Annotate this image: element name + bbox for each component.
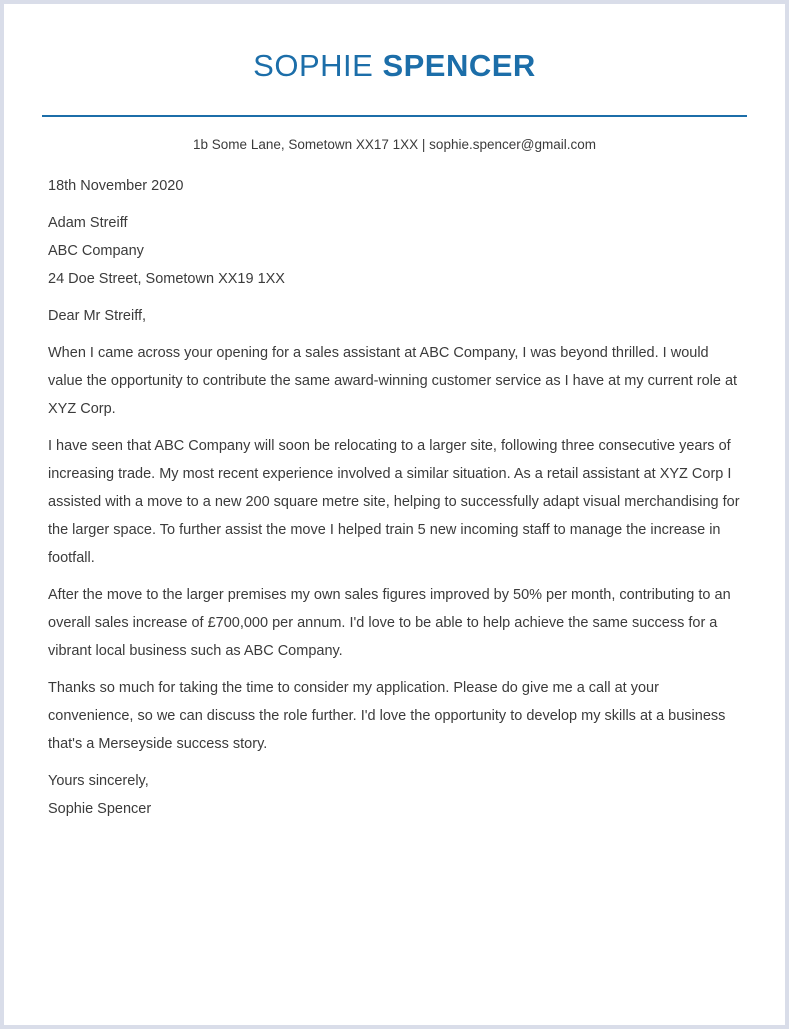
last-name: SPENCER <box>382 48 536 83</box>
recipient-address: 24 Doe Street, Sometown XX19 1XX <box>48 271 285 287</box>
signature-name: Sophie Spencer <box>48 801 152 817</box>
recipient-block <box>48 209 741 293</box>
body-paragraph-2: I have seen that ABC Company will soon be relocating to a larger site, following three consecutive years of increasing trade. My most recent experience involved a similar situation. As a retail assistant at XYZ Corp I assisted with a move to a new 200 square metre site, helping to successfully adapt visual merchandising for the larger space. To further assist the move I helped train 5 new incoming staff to manage the increase in footfall. <box>48 438 740 566</box>
date-block <box>48 172 741 200</box>
contact-line: 1b Some Lane, Sometown XX17 1XX | sophie.spencer@gmail.com <box>193 137 596 152</box>
recipient-name: Adam Streiff <box>48 215 128 231</box>
page-title <box>4 47 785 85</box>
first-name: SOPHIE <box>253 48 374 83</box>
salutation: Dear Mr Streiff, <box>48 308 147 324</box>
body-paragraph-3: After the move to the larger premises my own sales figures improved by 50% per month, contributing to an overall sales increase of £700,000 per annum. I'd love to be able to help achieve the same success for a vibrant local business such as ABC Company. <box>48 587 731 659</box>
body-paragraph-1: When I came across your opening for a sales assistant at ABC Company, I was beyond thrilled. I would value the opportunity to contribute the same award-winning customer service as I have at my current role at XYZ Corp. <box>48 345 738 417</box>
body-paragraph-4: Thanks so much for taking the time to consider my application. Please do give me a call at your convenience, so we can discuss the role further. I'd love the opportunity to develop my skills at a business that's a Merseyside success story. <box>48 680 726 752</box>
closing-block <box>48 767 741 823</box>
header-divider <box>42 115 747 117</box>
letter-body <box>48 172 741 823</box>
letter-date: 18th November 2020 <box>48 178 184 194</box>
recipient-company: ABC Company <box>48 243 144 259</box>
closing-phrase: Yours sincerely, <box>48 773 149 789</box>
salutation-block <box>48 302 741 330</box>
